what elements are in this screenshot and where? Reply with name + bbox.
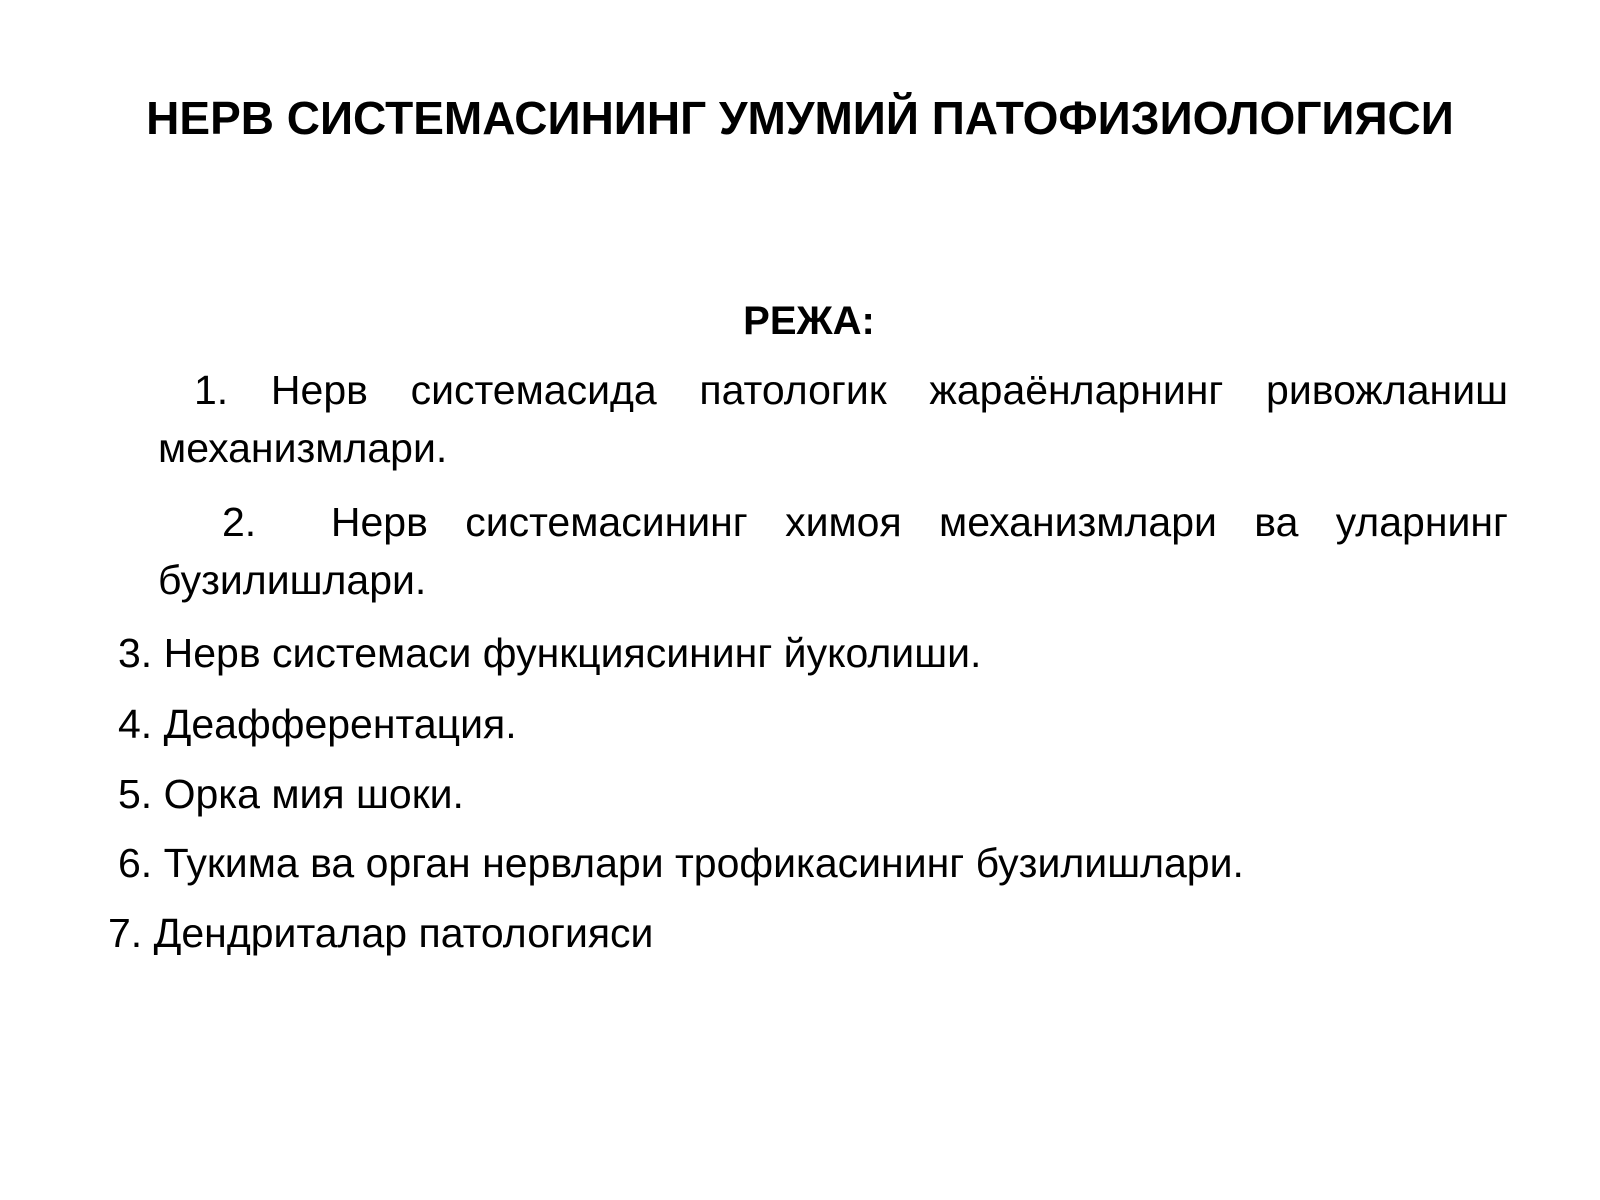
slide-title: НЕРВ СИСТЕМАСИНИНГ УМУМИЙ ПАТОФИЗИОЛОГИЯСИ: [146, 92, 1454, 144]
plan-item-text: Нерв системасининг химоя механизмлари ва уларнинг бузилишлари.: [158, 499, 1508, 603]
plan-heading-label: РЕЖА:: [743, 299, 875, 343]
plan-item-number: 1.: [194, 367, 229, 413]
plan-item-7: [108, 904, 653, 962]
plan-item-text: Дендриталар патологияси: [153, 910, 654, 956]
plan-item-6: [118, 834, 1244, 892]
plan-item-number: 5.: [118, 771, 153, 817]
plan-item-text: Деафферентация.: [163, 701, 517, 747]
plan-heading: [0, 296, 1600, 346]
plan-item-3: [118, 624, 981, 682]
plan-item-number: 7.: [108, 910, 143, 956]
plan-item-2: [158, 493, 1508, 609]
plan-item-number: 6.: [118, 840, 153, 886]
plan-item-number: 2.: [222, 499, 257, 545]
plan-item-text: Нерв системаси функциясининг йуколиши.: [163, 630, 982, 676]
plan-item-5: [118, 765, 464, 823]
plan-item-number: 4.: [118, 701, 153, 747]
plan-item-number: 3.: [118, 630, 153, 676]
plan-item-4: [118, 695, 517, 753]
plan-item-1: [158, 361, 1508, 477]
plan-item-text: Нерв системасида патологик жараёнларнинг ривожланиш механизмлари.: [158, 367, 1508, 471]
plan-item-text: Тукима ва орган нервлари трофикасининг бузилишлари.: [163, 840, 1244, 886]
plan-item-text: Орка мия шоки.: [163, 771, 464, 817]
